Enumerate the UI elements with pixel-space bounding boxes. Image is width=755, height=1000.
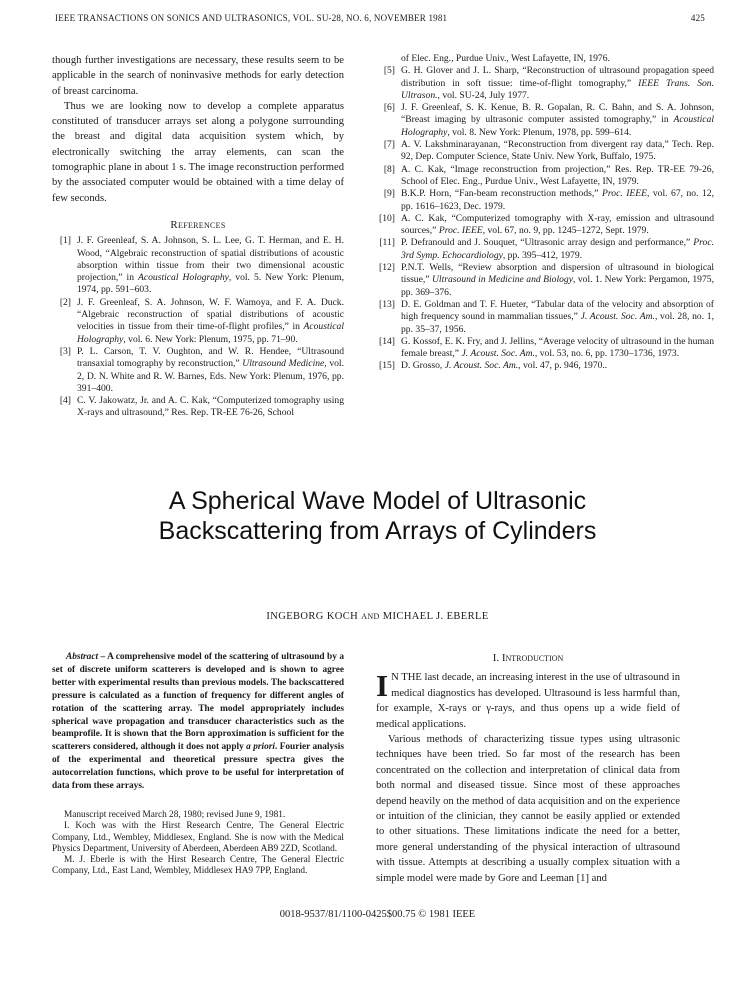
right-column-references	[376, 53, 714, 373]
reference-item	[376, 262, 714, 299]
copyright-line: 0018-9537/81/1100-0425$00.75 © 1981 IEEE	[279, 909, 476, 920]
abstract-label: Abstract	[66, 652, 99, 662]
reference-item	[52, 346, 344, 395]
title-text: A Spherical Wave Model of Ultrasonic Backscattering from Arrays of Cylinders	[158, 487, 597, 545]
reference-number: [10]	[379, 212, 395, 224]
reference-item	[376, 188, 714, 213]
intro-heading: I. Introduction	[492, 652, 564, 664]
author-1: INGEBORG KOCH	[266, 611, 359, 622]
reference-continuation: of Elec. Eng., Purdue Univ., West Lafayette, IN, 1976.	[401, 53, 610, 64]
reference-text: D. E. Goldman and T. F. Hueter, “Tabular data of the velocity and absorption of high frequency sound in mammalian tissues,” J. Acoust. Soc. Am., vol. 28, no. 1, pp. 35–37, 1956.	[401, 298, 714, 335]
paragraph: though further investigations are necessary, these results seem to be applicable in the search of noninvasive methods for early detection of breast carcinoma.	[52, 55, 344, 97]
reference-number: [3]	[59, 345, 71, 357]
reference-text: G. Kossof, E. K. Fry, and J. Jellins, “Average velocity of ultrasound in the human female breast,” J. Acoust. Soc. Am., vol. 53, no. 6, pp. 1730–1736, 1973.	[401, 335, 714, 360]
reference-item	[376, 299, 714, 336]
intro-paragraph-2: Various methods of characterizing tissue types using ultrasonic techniques have been tried. So far most of the research has been concentrated on the collection and interpretation of clinical data from both normal and diseased tissue. Since most of these approaches depend heavily on the method of data acquisition and on the experience or intuition of the clinician, they cannot be easily applied or extended to other situations. These limitations indicate the need for a better, more general understanding of the physical interaction of ultrasound with tissue. Attempts at describing a usually complex situation with a simple model were made by Gore and Leeman [1] and	[376, 734, 680, 884]
drop-cap: I	[376, 668, 389, 704]
introduction-section	[376, 651, 680, 886]
page-number: 425	[690, 13, 705, 23]
reference-number: [4]	[59, 395, 71, 407]
author-conjunction: AND	[361, 612, 380, 621]
left-column-previous-article	[52, 53, 344, 420]
footnote-author-2: M. J. Eberle is with the Hirst Research Centre, The General Electric Company, Ltd., East Land, Wembley, Middlesex HA9 7PP, England.	[52, 855, 344, 877]
reference-item	[52, 297, 344, 346]
reference-text: P.N.T. Wells, “Review absorption and dispersion of ultrasound in biological tissue,” Ultrasound in Medicine and Biology, vol. 1. New York: Pergamon, 1975, pp. 369–376.	[401, 262, 714, 298]
reference-text: J. F. Greenleaf, S. A. Johnson, W. F. Wamoya, and F. A. Duck. “Algebraic reconstruction of spatial distributions of acoustic velocities in tissue from their time-of-flight profiles,” in Acoustical Holography, vol. 6. New York: Plenum, 1975, pp. 71–90.	[77, 296, 344, 345]
reference-number: [1]	[59, 235, 71, 247]
reference-text: B.K.P. Horn, “Fan-beam reconstruction methods,” Proc. IEEE, vol. 67, no. 12, pp. 1616–1623, Dec. 1979.	[401, 188, 714, 212]
footnotes	[52, 810, 344, 878]
reference-text: J. F. Greenleaf, S. K. Kenue, B. R. Gopalan, R. C. Bahn, and S. A. Johnson, “Breast imaging by ultrasonic computer assisted tomography,” in Acoustical Holography, vol. 8. New York: Plenum, 1978, pp. 599–614.	[401, 102, 714, 138]
intro-paragraph-1: I N THE last decade, an increasing interest in the use of ultrasound in medical diagnostics has developed. Ultrasound is less harmful than, for example, X-rays or γ-rays, and thus opens up a wide field of medical applications.	[376, 668, 680, 730]
reference-text: A. C. Kak, “Image reconstruction from projection,” Res. Rep. TR-EE 79-26, School of Elec. Eng., Purdue Univ., West Lafayette, IN, 1979.	[401, 163, 714, 187]
reference-text: A. C. Kak, “Computerized tomography with X-ray, emission and ultrasound sources,” Proc. IEEE, vol. 67, no. 9, pp. 1245–1272, Sept. 1979.	[401, 212, 714, 237]
reference-number: [8]	[383, 163, 395, 175]
reference-number: [14]	[379, 335, 395, 347]
reference-text: D. Grosso, J. Acoust. Soc. Am., vol. 47, p. 946, 1970..	[401, 360, 608, 372]
reference-item	[376, 102, 714, 139]
footnote-author-1: I. Koch was with the Hirst Research Centre, The General Electric Company, Ltd., Wembley, Middlesex, England. She is now with the Medical Physics Department, University of Aberdeen, Aberdeen AB9 2ZD, Scotland.	[52, 821, 344, 854]
reference-text: A. V. Lakshminarayanan, “Reconstruction from divergent ray data,” Tech. Rep. 92, Dep. Computer Science, State Univ. New York, Buffalo, 1975.	[401, 139, 714, 163]
reference-number: [7]	[383, 139, 395, 151]
reference-number: [11]	[379, 237, 395, 249]
reference-number: [15]	[379, 360, 395, 372]
abstract-italic: a priori	[246, 742, 275, 753]
abstract-text: – A comprehensive model of the scattering of ultrasound by a set of discrete uniform scatterers is developed and is shown to agree better with experimental results than previous models. The backscattered pressure is calculated as a function of frequency for different angles of rotation of the scattering array. The model appropriately includes spherical wave propagation and transducer characteristics such as the beamprofile. It is shown that the Born approximation is sufficient for the scatterers considered, although it does not apply	[52, 652, 344, 753]
reference-text: G. H. Glover and J. L. Sharp, “Reconstruction of ultrasound propagation speed distribution in soft tissue: time-of-flight tomography,” IEEE Trans. Son. Ultrason., vol. SU-24, July 1977.	[401, 65, 714, 101]
references-heading: References	[170, 218, 226, 231]
reference-number: [5]	[383, 65, 395, 77]
running-header	[55, 13, 705, 23]
reference-number: [2]	[59, 296, 71, 308]
paragraph: Thus we are looking now to develop a complete apparatus constituted of transducer arrays set along a polygone surrounding the breast and digital data acquisition system which, by electronically switching the array elements, can scan the tomographic plane in about 1 s. The image reconstruction performed by the associated computer would be obtained with a time delay of few seconds.	[52, 100, 344, 204]
reference-item	[376, 213, 714, 238]
reference-item	[376, 164, 714, 189]
reference-item	[376, 336, 714, 361]
reference-text: P. Defranould and J. Souquet, “Ultrasonic array design and performance,” Proc. 3rd Symp. Echocardiology, pp. 395–412, 1979.	[401, 237, 714, 261]
references-list-right	[376, 65, 714, 372]
journal-name: IEEE TRANSACTIONS ON SONICS AND ULTRASONICS, VOL. SU-28, NO. 6, NOVEMBER 1981	[55, 13, 448, 23]
article-title	[60, 486, 695, 546]
reference-item	[52, 395, 344, 420]
reference-text: J. F. Greenleaf, S. A. Johnson, S. L. Lee, G. T. Herman, and E. H. Wood, “Algebraic reconstruction of spatial distributions of acoustic absorption within tissue from their two dimensional acoustic projection,” in Acoustical Holography, vol. 5. New York: Plenum, 1974, pp. 591–603.	[77, 235, 345, 296]
reference-number: [13]	[379, 298, 395, 310]
footnote-received: Manuscript received March 28, 1980; revised June 9, 1981.	[64, 810, 286, 820]
reference-item	[376, 237, 714, 262]
reference-item	[376, 360, 714, 372]
reference-number: [9]	[383, 188, 395, 200]
reference-number: [6]	[383, 102, 395, 114]
reference-item	[52, 235, 344, 296]
author-2: MICHAEL J. EBERLE	[382, 611, 489, 622]
authors	[60, 611, 695, 622]
reference-text: C. V. Jakowatz, Jr. and A. C. Kak, “Computerized tomography using X-rays and ultrasound,” Res. Rep. TR-EE 76-26, School	[77, 395, 344, 419]
reference-text: P. L. Carson, T. V. Oughton, and W. R. Hendee, “Ultrasound transaxial tomography by reconstruction,” Ultrasound Medicine, vol. 2, D. N. White and R. W. Barnes, Eds. New York: Plenum, 1976, pp. 391–400.	[77, 345, 344, 394]
reference-number: [12]	[379, 262, 395, 274]
references-list-left	[52, 235, 344, 419]
reference-item	[376, 65, 714, 102]
reference-item	[376, 139, 714, 164]
abstract-tail: . Fourier analysis of the experimental and theoretical pressure spectra gives the autocorrelation functions, which prove to be useful for interpretation of data from these arrays.	[52, 742, 344, 792]
abstract	[52, 651, 344, 793]
